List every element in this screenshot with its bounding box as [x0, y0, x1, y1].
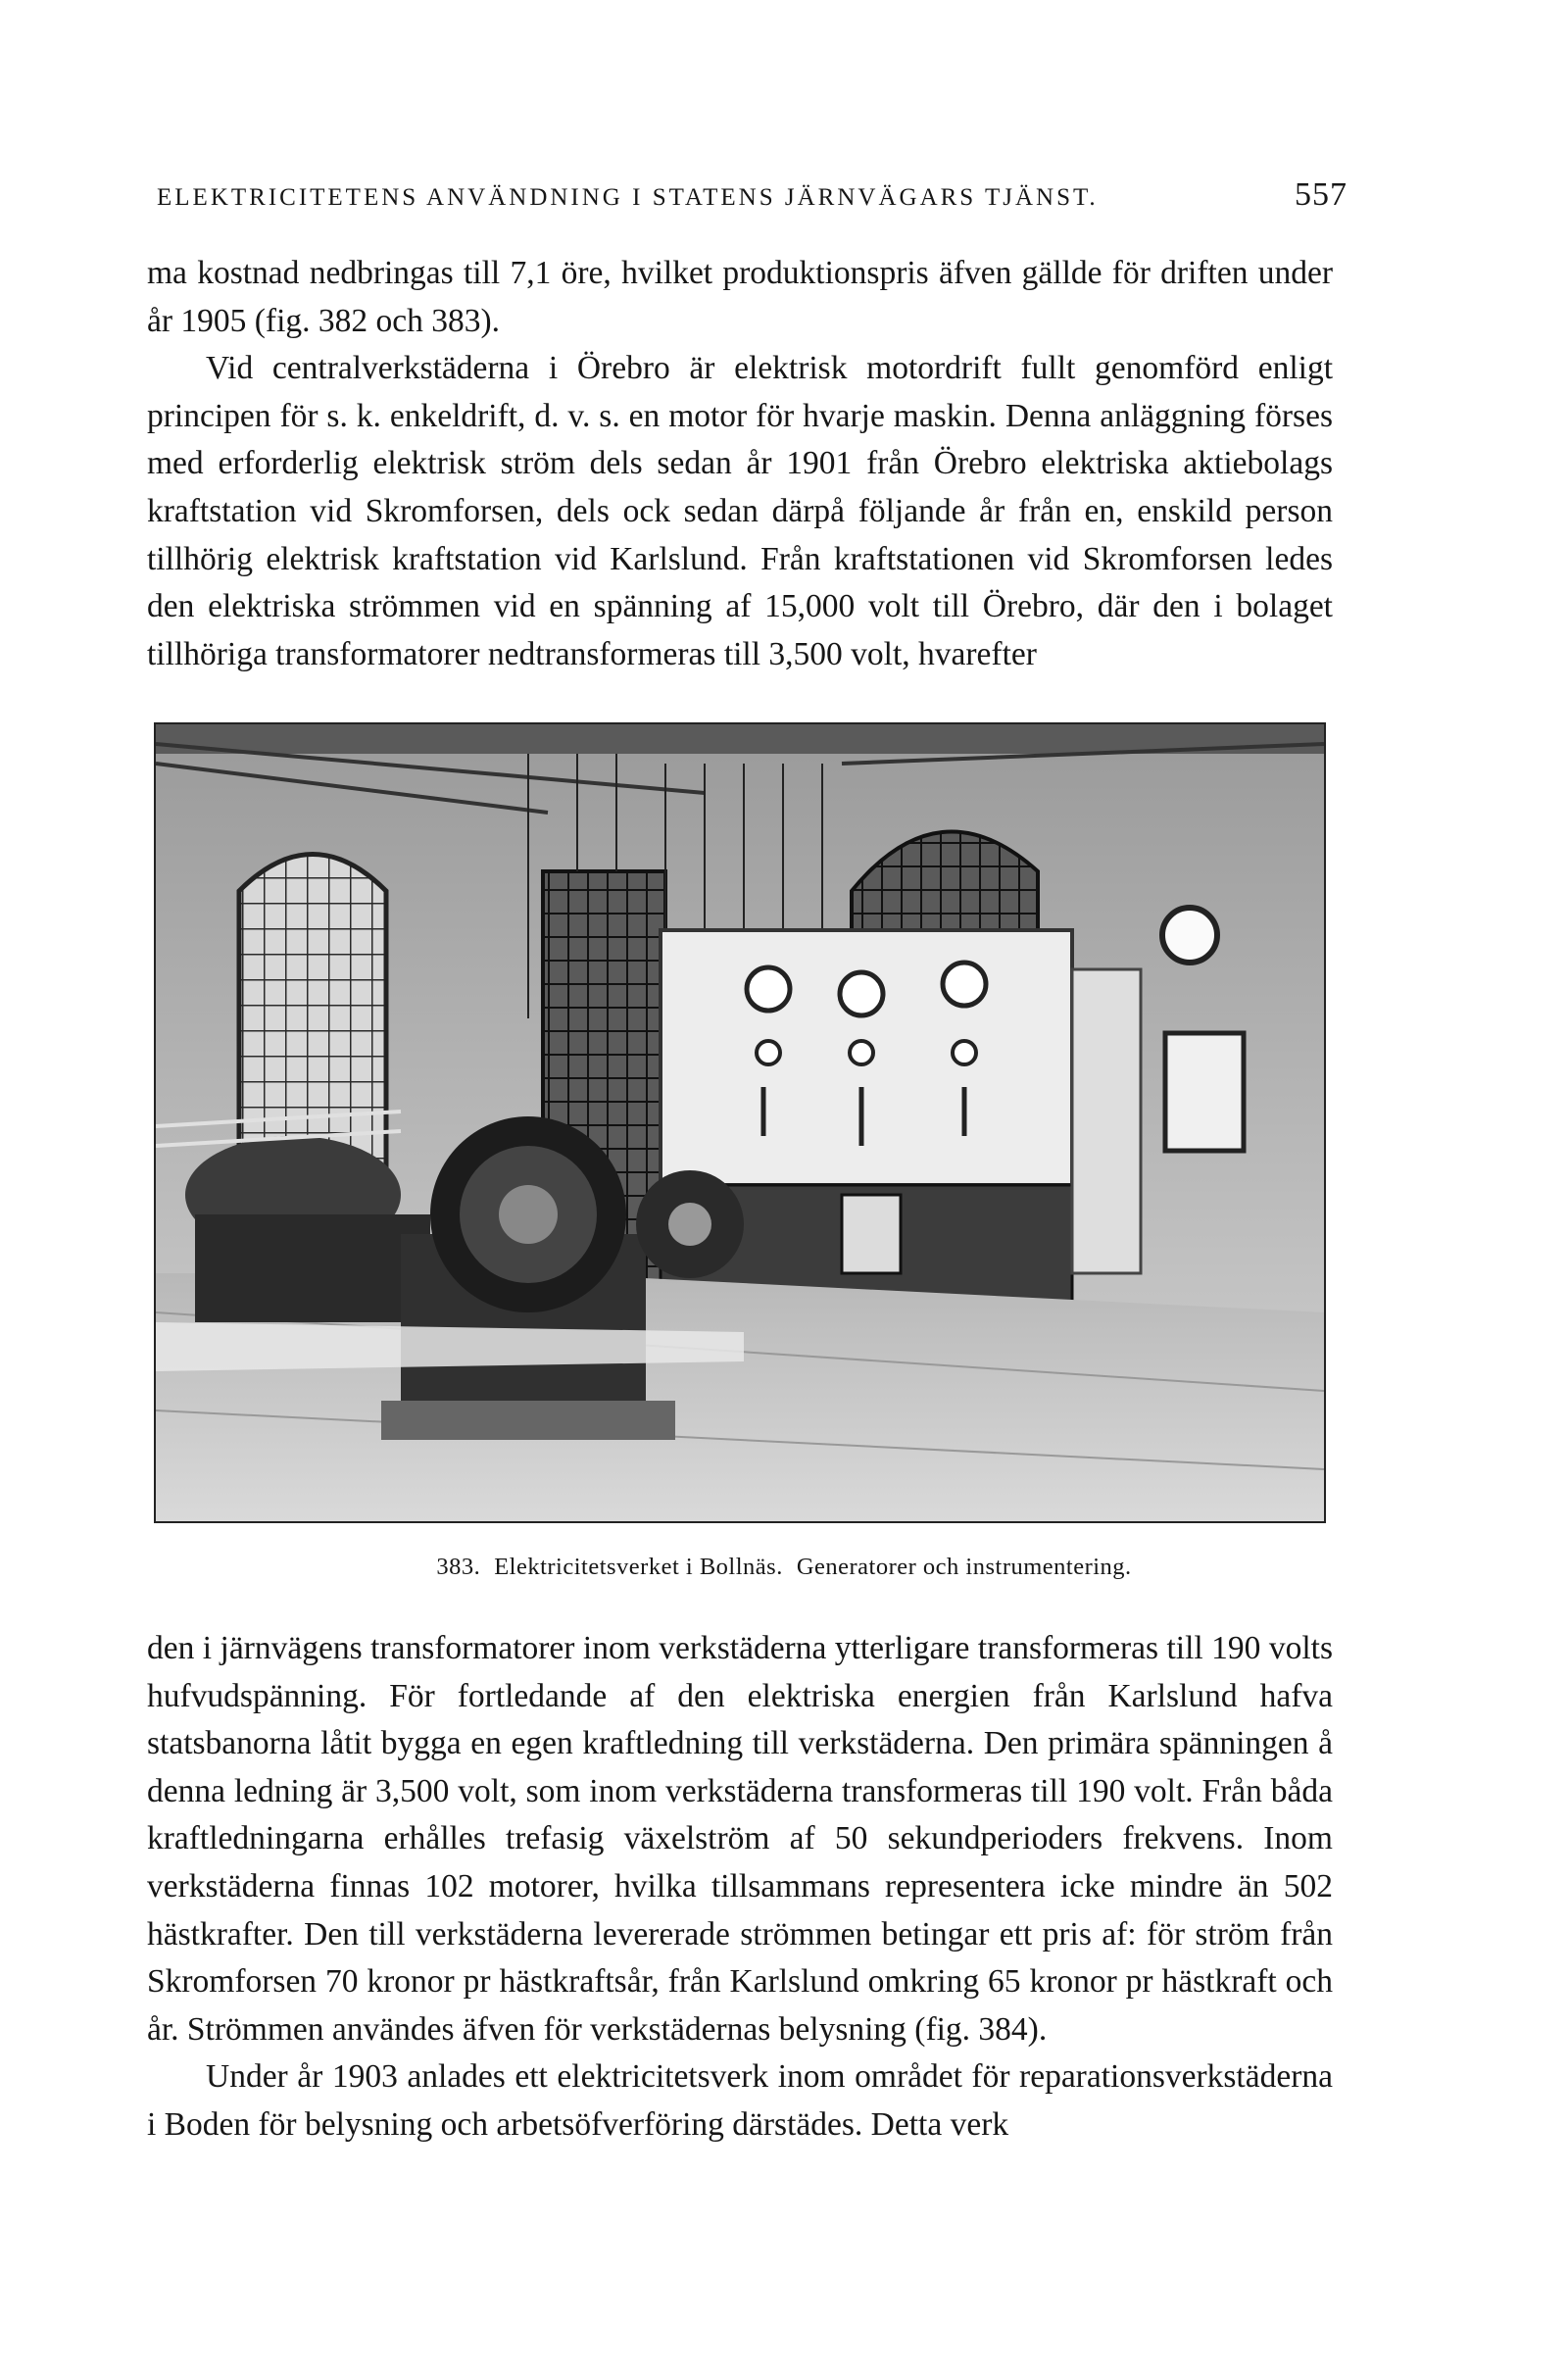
running-title: ELEKTRICITETENS ANVÄNDNING I STATENS JÄRNVÄGARS TJÄNST. — [157, 184, 1099, 211]
power-station-photo — [156, 724, 1324, 1521]
page-number: 557 — [1295, 176, 1348, 213]
caption-text: Generatorer och instrumentering. — [796, 1554, 1132, 1580]
paragraph-continuation: ma kostnad nedbringas till 7,1 öre, hvilket produktionspris äfven gällde för driften under år 1905 (fig. 382 och 383). — [147, 255, 1333, 339]
figure-photograph — [154, 722, 1326, 1523]
paragraph-karlslund: den i järnvägens transformatorer inom verkstäderna ytterligare transformeras till 190 volts hufvudspänning. För fortledande af den elektriska energien från Karlslund hafva statsbanorna låtit bygga en egen kraftledning till verkstäderna. Den primära spänningen å denna ledning är 3,500 volt, som inom verkstäderna transformeras till 190 volt. Från båda kraftledningarna erhålles trefasig växelström af 50 sekundperioders frekvens. Inom verkstäderna finnas 102 motorer, hvilka tillsammans representera icke mindre än 502 hästkrafter. Den till verkstäderna levererade strömmen betingar ett pris af: för ström från Skromforsen 70 kronor pr hästkraftsår, från Karlslund omkring 65 kronor pr hästkraft och år. Strömmen användes äfven för verkstädernas belysning (fig. 384). — [147, 1630, 1333, 2048]
body-text-bottom — [147, 1625, 1333, 2150]
caption-number: 383. — [436, 1554, 481, 1580]
paragraph-boden: Under år 1903 anlades ett elektricitetsverk inom området för reparationsverkstäderna i Boden för belysning och arbetsöfverföring därstädes. Detta verk — [147, 2058, 1333, 2143]
caption-place: Elektricitetsverket i Bollnäs. — [494, 1554, 783, 1580]
body-text-top — [147, 250, 1333, 678]
running-head — [157, 176, 1348, 214]
figure-caption — [0, 1554, 1568, 1581]
paragraph-orebro: Vid centralverkstäderna i Örebro är elektrisk motordrift fullt genomförd enligt principen för s. k. enkeldrift, d. v. s. en motor för hvarje maskin. Denna anläggning förses med erforderlig elektrisk ström dels sedan år 1901 från Örebro elektriska aktiebolags kraftstation vid Skromforsen, dels ock sedan därpå följande år från en, enskild person tillhörig elektrisk kraftstation vid Karlslund. Från kraftstationen vid Skromforsen ledes den elektriska strömmen vid en spänning af 15,000 volt till Örebro, där den i bolaget tillhöriga transformatorer nedtransformeras till 3,500 volt, hvarefter — [147, 350, 1333, 672]
